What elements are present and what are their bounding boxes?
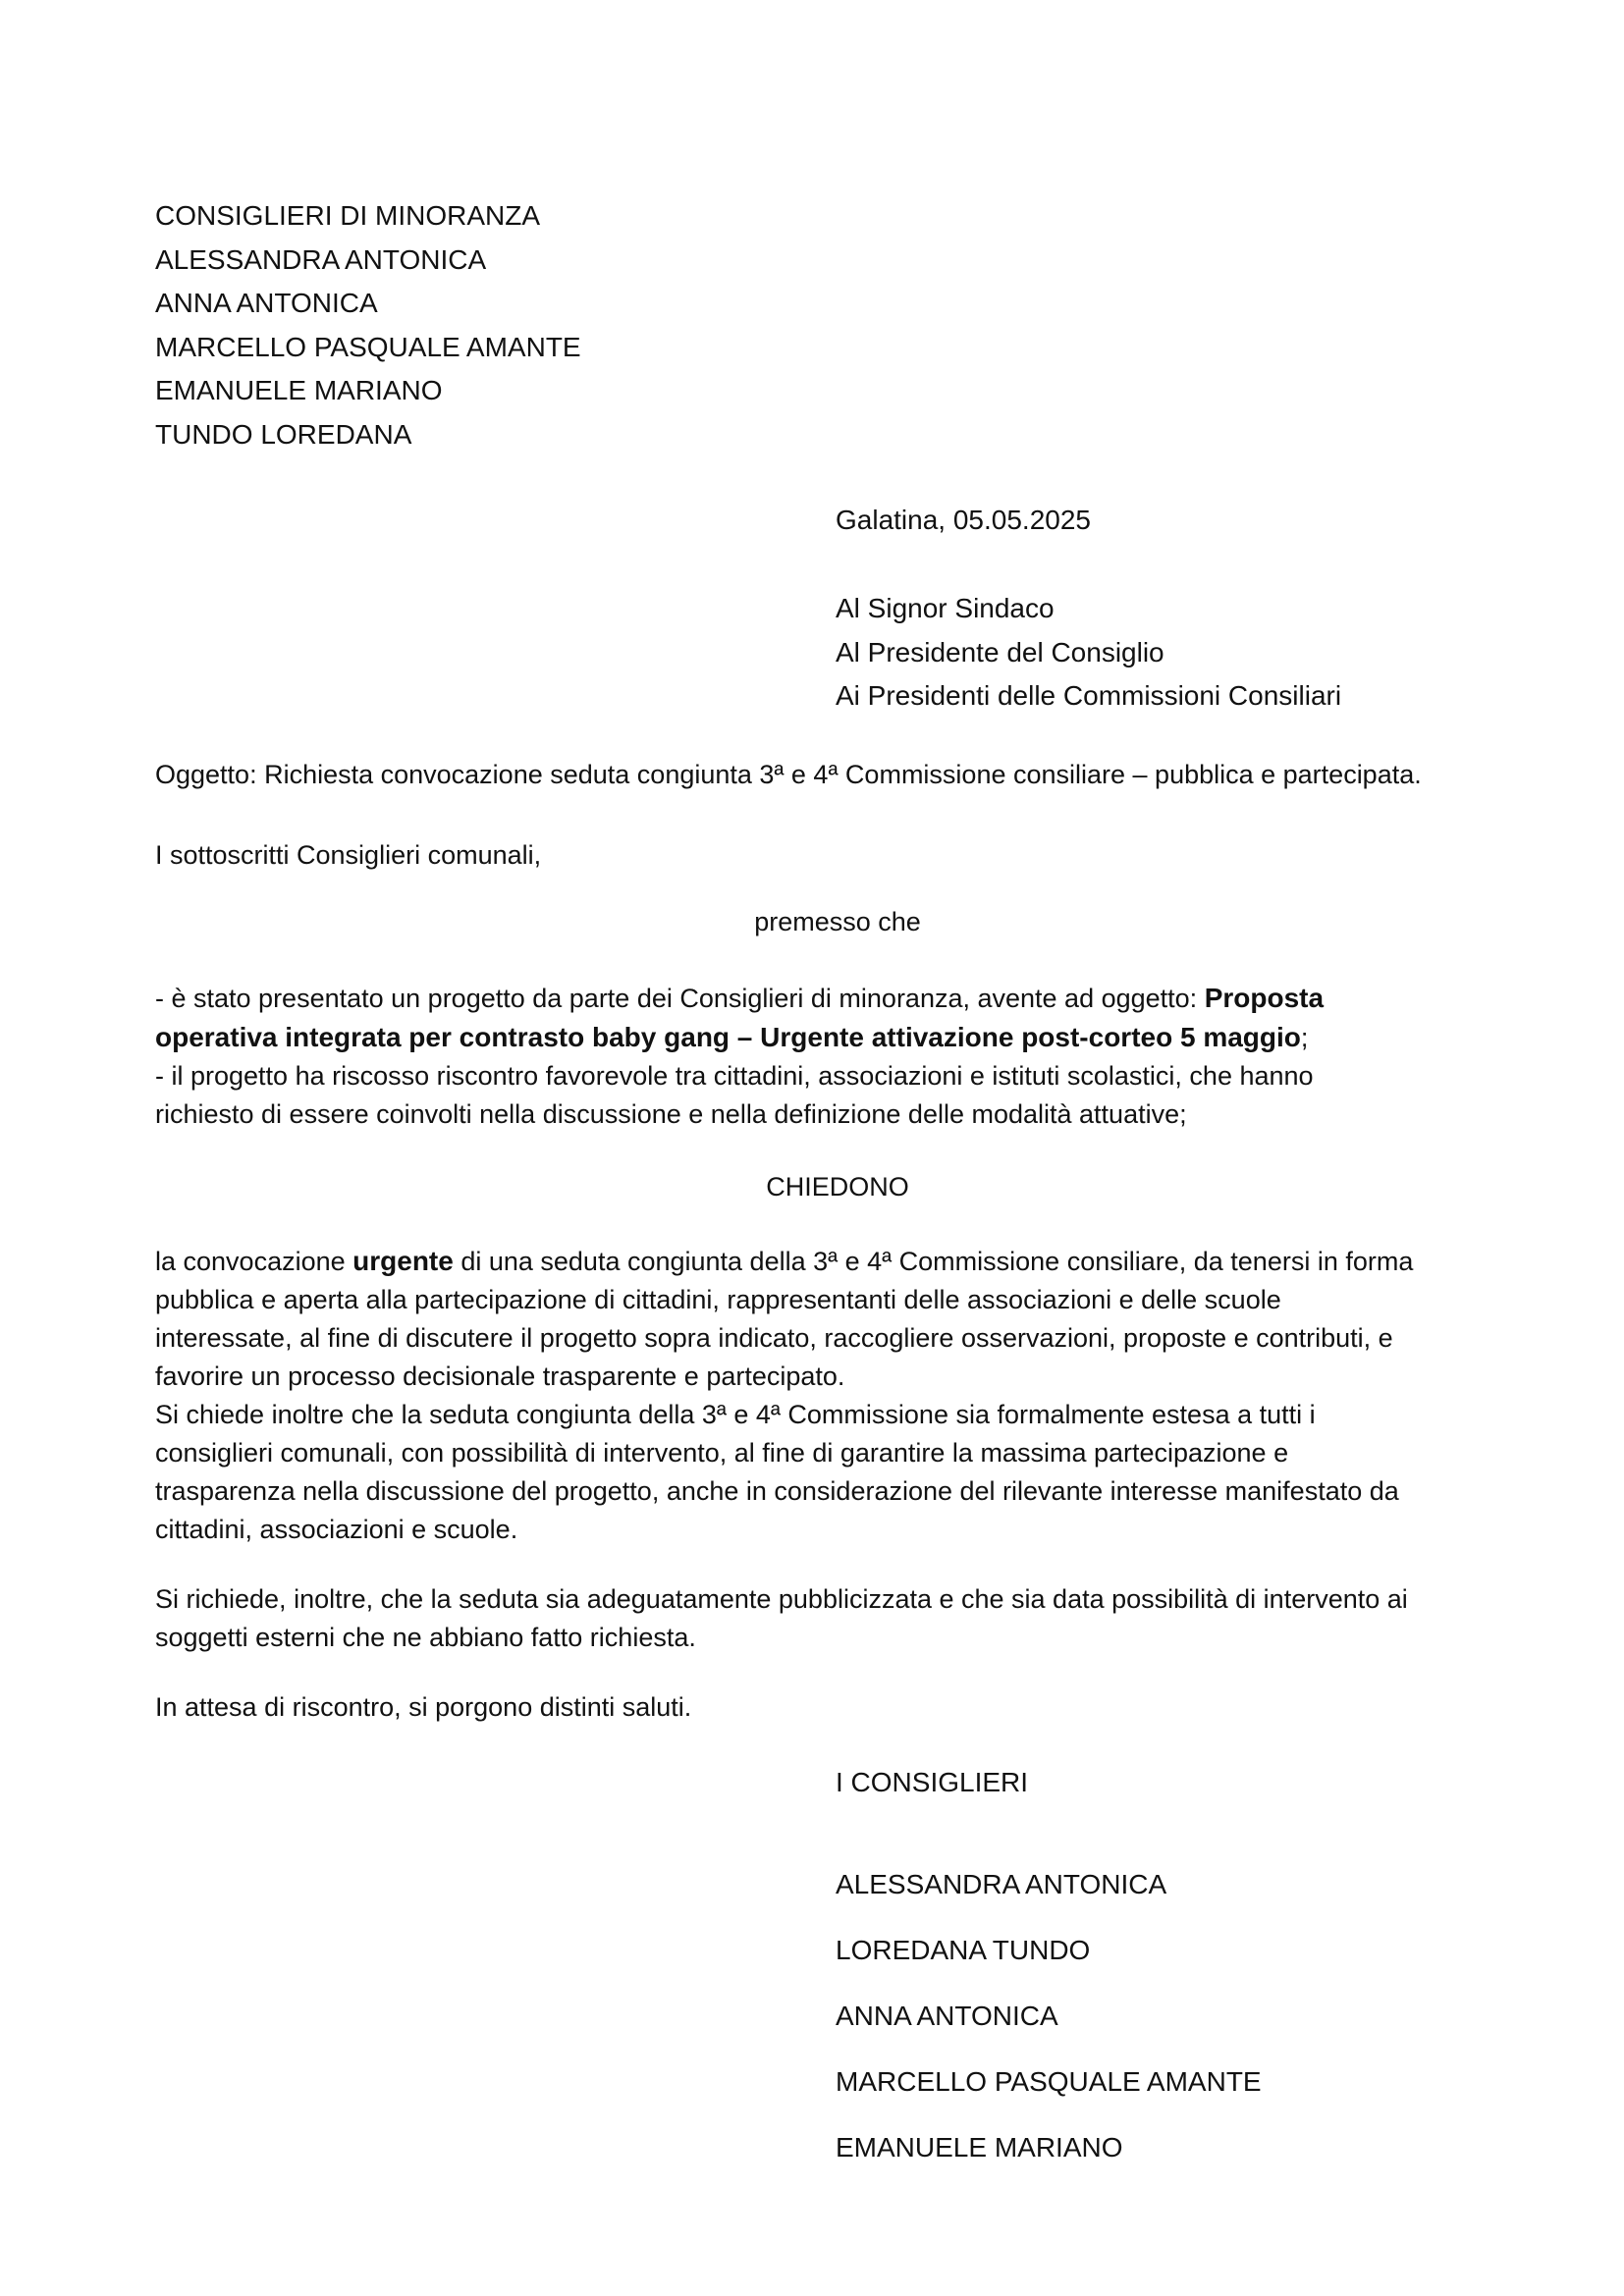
request-line: favorire un processo decisionale trasparente e partecipato. bbox=[155, 1362, 845, 1391]
sender-line: TUNDO LOREDANA bbox=[155, 418, 412, 450]
recipient-line: Al Presidente del Consiglio bbox=[836, 636, 1164, 667]
request-2-line: soggetti esterni che ne abbiano fatto richiesta. bbox=[155, 1623, 696, 1652]
request-line bbox=[155, 1242, 1481, 1281]
premises-section bbox=[155, 979, 1481, 1134]
request-line: Si chiede inoltre che la seduta congiunta della 3ª e 4ª Commissione sia formalmente estesa a tutti i bbox=[155, 1400, 1316, 1429]
request-line: cittadini, associazioni e scuole. bbox=[155, 1515, 518, 1544]
premise-bold: Proposta bbox=[1204, 983, 1325, 1013]
request-line: trasparenza nella discussione del progetto, anche in considerazione del rilevante interesse manifestato da bbox=[155, 1476, 1399, 1506]
request-line: consiglieri comunali, con possibilità di intervento, al fine di garantire la massima partecipazione e bbox=[155, 1438, 1289, 1468]
signers-list bbox=[836, 1851, 1262, 2180]
signers-title: I CONSIGLIERI bbox=[836, 1767, 1029, 1797]
premise-line bbox=[155, 979, 1481, 1018]
signer-name: MARCELLO PASQUALE AMANTE bbox=[836, 2066, 1262, 2097]
request-2-paragraph bbox=[155, 1580, 1481, 1657]
sender-line: ANNA ANTONICA bbox=[155, 288, 378, 318]
intro-line: I sottoscritti Consiglieri comunali, bbox=[155, 840, 542, 870]
request-line: pubblica e aperta alla partecipazione di cittadini, rappresentanti delle associazioni e delle scuole bbox=[155, 1285, 1281, 1314]
request-line: interessate, al fine di discutere il progetto sopra indicato, raccogliere osservazioni, proposte e contributi, e bbox=[155, 1323, 1393, 1353]
sender-line: EMANUELE MARIANO bbox=[155, 375, 443, 405]
signer-name: ANNA ANTONICA bbox=[836, 2001, 1058, 2031]
chiedono-heading: CHIEDONO bbox=[766, 1172, 909, 1201]
request-text: di una seduta congiunta della 3ª e 4ª Commissione consiliare, da tenersi in forma bbox=[453, 1247, 1414, 1276]
premise-line: richiesto di essere coinvolti nella discussione e nella definizione delle modalità attuative; bbox=[155, 1099, 1187, 1129]
place-date: Galatina, 05.05.2025 bbox=[836, 505, 1091, 535]
premise-line bbox=[155, 1018, 1481, 1057]
sender-block bbox=[155, 194, 581, 456]
signer-name: EMANUELE MARIANO bbox=[836, 2132, 1123, 2163]
signer-name: LOREDANA TUNDO bbox=[836, 1935, 1091, 1965]
premise-line: - il progetto ha riscosso riscontro favorevole tra cittadini, associazioni e istituti scolastici, che hanno bbox=[155, 1061, 1314, 1091]
request-text: la convocazione bbox=[155, 1247, 353, 1276]
request-2-line: Si richiede, inoltre, che la seduta sia adeguatamente pubblicizzata e che sia data possibilità di intervento ai bbox=[155, 1584, 1408, 1614]
premise-bold: operativa integrata per contrasto baby gang – Urgente attivazione post-corteo 5 maggio bbox=[155, 1022, 1301, 1052]
recipient-line: Al Signor Sindaco bbox=[836, 593, 1055, 623]
sender-line: ALESSANDRA ANTONICA bbox=[155, 243, 487, 275]
closing-line: In attesa di riscontro, si porgono distinti saluti. bbox=[155, 1692, 692, 1722]
premise-text: - è stato presentato un progetto da parte dei Consiglieri di minoranza, avente ad oggetto: bbox=[155, 984, 1205, 1013]
premise-text: ; bbox=[1300, 1023, 1309, 1052]
request-paragraph bbox=[155, 1242, 1481, 1549]
premesso-heading: premesso che bbox=[754, 907, 921, 936]
sender-line: MARCELLO PASQUALE AMANTE bbox=[155, 331, 581, 362]
recipient-block bbox=[836, 587, 1341, 719]
recipient-line: Ai Presidenti delle Commissioni Consiliari bbox=[836, 680, 1342, 711]
subject-line: Oggetto: Richiesta convocazione seduta congiunta 3ª e 4ª Commissione consiliare – pubblica e partecipata. bbox=[155, 760, 1422, 789]
sender-line: CONSIGLIERI DI MINORANZA bbox=[155, 200, 541, 231]
signer-name: ALESSANDRA ANTONICA bbox=[836, 1869, 1167, 1899]
request-bold: urgente bbox=[352, 1246, 454, 1276]
